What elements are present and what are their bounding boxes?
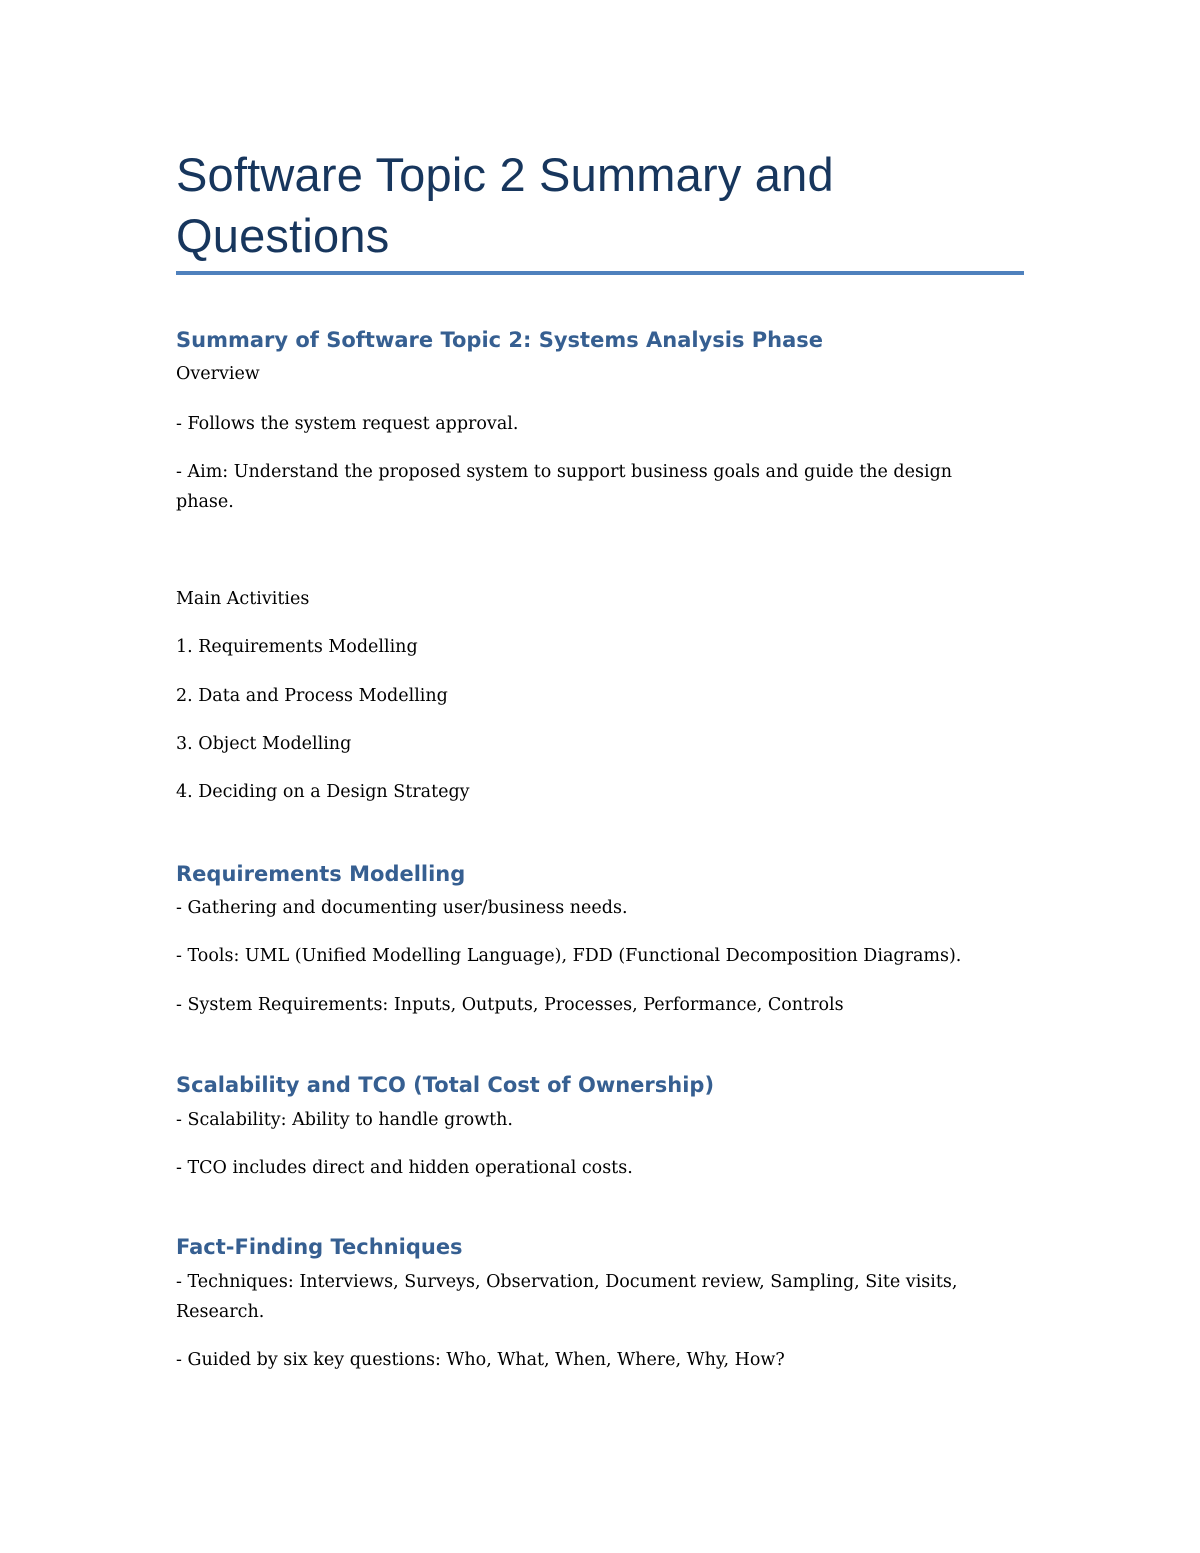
fact-finding-heading: Fact-Finding Techniques [176,1235,463,1259]
main-activity-item: 4. Deciding on a Design Strategy [176,782,470,802]
document-title: Software Topic 2 Summary and Questions [176,148,834,262]
overview-item: - Follows the system request approval. [176,414,519,434]
requirements-item: - System Requirements: Inputs, Outputs, Processes, Performance, Controls [176,995,844,1015]
fact-finding-item: - Techniques: Interviews, Surveys, Observation, Document review, Sampling, Site visits, Research. [176,1272,958,1322]
main-activity-item: 2. Data and Process Modelling [176,686,448,706]
main-activities-label: Main Activities [176,589,310,609]
summary-heading: Summary of Software Topic 2: Systems Analysis Phase [176,328,824,352]
overview-label: Overview [176,364,260,384]
main-activity-item: 1. Requirements Modelling [176,637,418,657]
scalability-item: - TCO includes direct and hidden operational costs. [176,1158,633,1178]
requirements-item: - Gathering and documenting user/business needs. [176,898,628,918]
requirements-item: - Tools: UML (Unified Modelling Language), FDD (Functional Decomposition Diagrams). [176,946,962,966]
scalability-item: - Scalability: Ability to handle growth. [176,1110,513,1130]
main-activity-item: 3. Object Modelling [176,734,352,754]
requirements-heading: Requirements Modelling [176,862,466,886]
fact-finding-item: - Guided by six key questions: Who, What, When, Where, Why, How? [176,1350,785,1370]
scalability-heading: Scalability and TCO (Total Cost of Ownership) [176,1073,715,1097]
title-underline [176,271,1024,275]
overview-item: - Aim: Understand the proposed system to support business goals and guide the design phase. [176,462,953,512]
